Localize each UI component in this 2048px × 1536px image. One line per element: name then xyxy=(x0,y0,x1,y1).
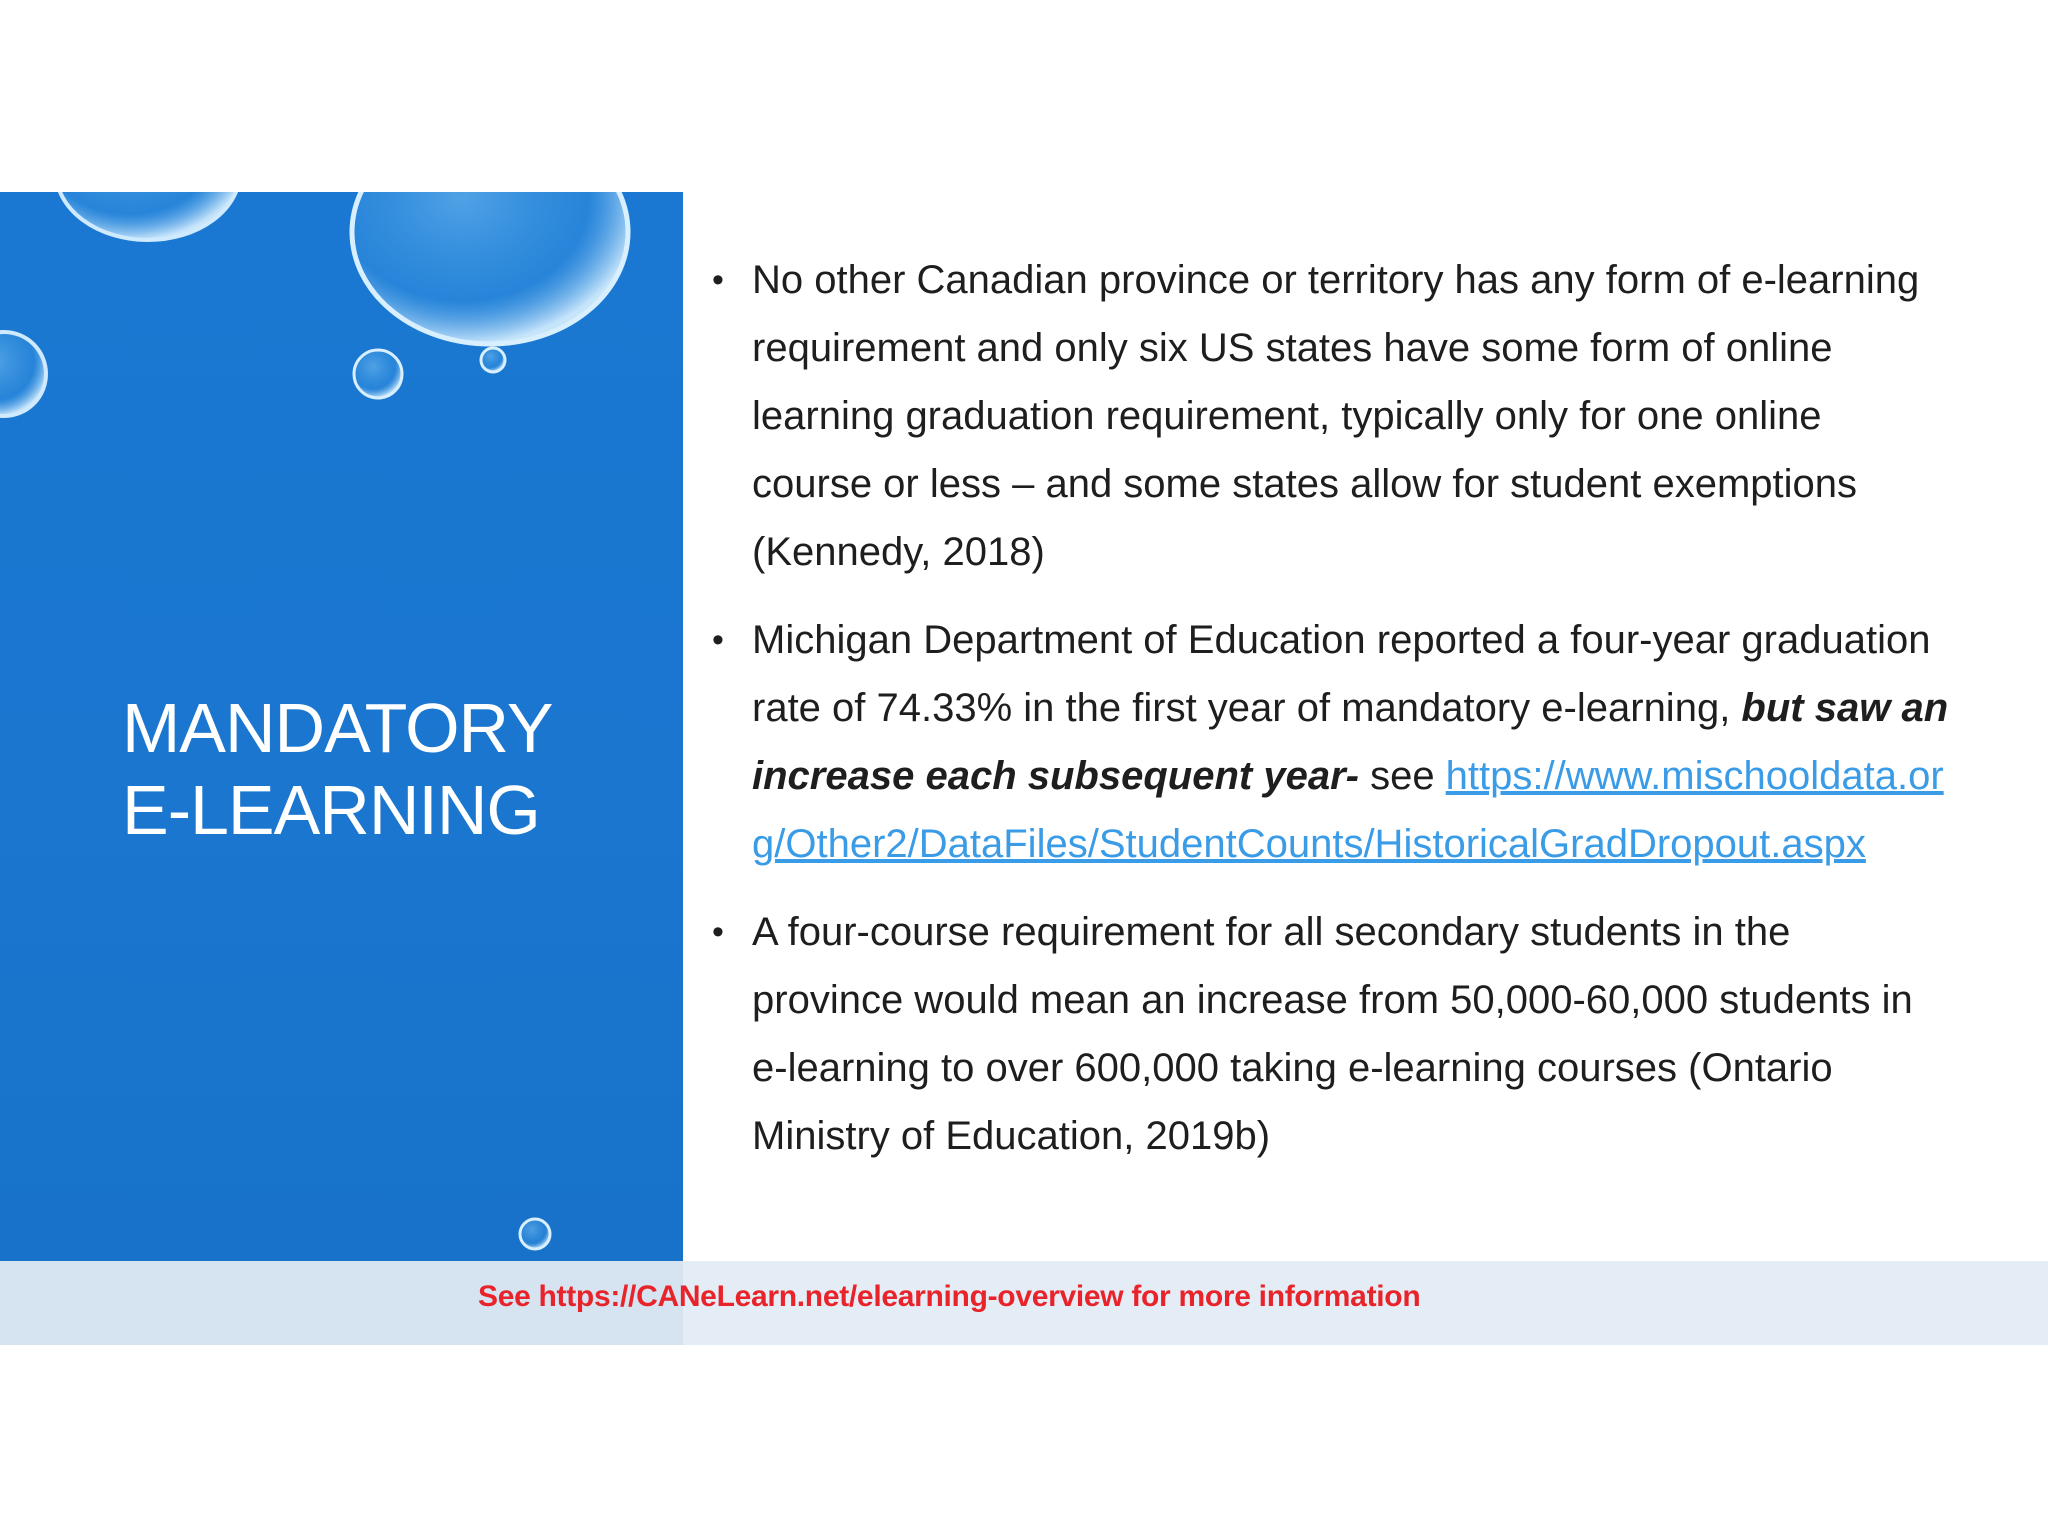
bullet-item-1 xyxy=(712,246,1952,586)
bullet-text-2-after: see xyxy=(1358,754,1446,798)
slide xyxy=(0,192,2048,1345)
mischooldata-link[interactable]: https://www.mischooldata.org/Other2/DataFiles/StudentCounts/HistoricalGradDropout.aspx xyxy=(752,754,1944,866)
footer-note: See https://CANeLearn.net/elearning-overview for more information xyxy=(478,1280,1421,1313)
bullet-item-3 xyxy=(712,898,1952,1170)
bullet-text-2: Michigan Department of Education reported a four-year graduation rate of 74.33% in the first year of mandatory e-learning, xyxy=(752,618,1931,730)
bullet-emphasis-text: but saw an increase each subsequent year- xyxy=(752,686,1949,798)
bullet-item-2 xyxy=(712,606,1952,878)
bullet-icon: • xyxy=(712,261,724,299)
bullet-list xyxy=(712,246,1952,1190)
bullet-icon: • xyxy=(712,621,724,659)
bullet-icon: • xyxy=(712,913,724,951)
title-panel xyxy=(0,192,683,1261)
title-line-1: MANDATORY xyxy=(122,689,553,767)
bullet-text-3: A four-course requirement for all secondary students in the province would mean an increase from 50,000-60,000 students in e-learning to over 600,000 taking e-learning courses (Ontario Ministry of Education, 2019b) xyxy=(752,910,1913,1158)
bullet-text-1: No other Canadian province or territory has any form of e-learning requirement and only six US states have some form of online learning graduation requirement, typically only for one online course or less – and some states allow for student exemptions (Kennedy, 2018) xyxy=(752,258,1920,574)
slide-title xyxy=(122,687,642,851)
title-line-2: E-LEARNING xyxy=(122,771,540,849)
